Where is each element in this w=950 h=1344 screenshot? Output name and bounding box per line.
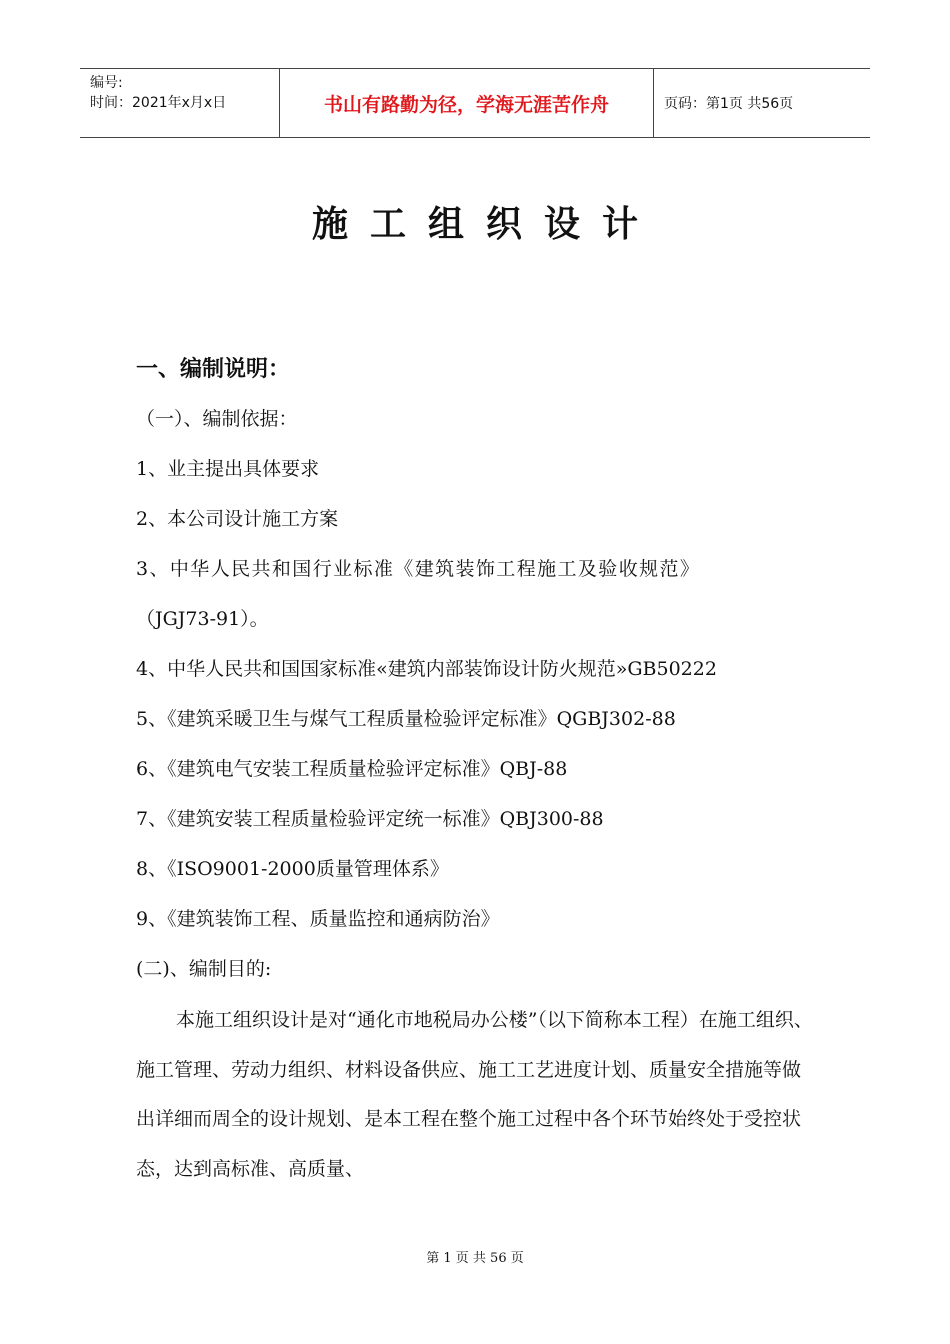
list-item: 9、《建筑装饰工程、质量监控和通病防治》: [136, 908, 500, 930]
list-item: （JGJ73-91）。: [136, 608, 269, 630]
section-heading: 一、编制说明：: [136, 357, 291, 382]
body-paragraph: 本施工组织设计是对“通化市地税局办公楼”（以下简称本工程）在施工组织、施工管理、劳动力组织、材料设备供应、施工工艺进度计划、质量安全措施等做出详细而周全的设计规划、是本工程在整个施工过程中各个环节始终处于受控状态，达到高标准、高质量、: [136, 1009, 813, 1180]
subsection-heading: （一）、编制依据：: [136, 408, 298, 430]
document-title: 施工组织设计: [311, 203, 660, 245]
header-meta: [80, 69, 280, 137]
list-item: 1、业主提出具体要求: [136, 458, 320, 480]
list-item: 4、中华人民共和国国家标准«建筑内部装饰设计防火规范»GB50222: [136, 658, 717, 680]
list-item: 7、《建筑安装工程质量检验评定统一标准》QBJ300-88: [136, 808, 604, 830]
time-label: 时间：2021年x月x日: [90, 95, 227, 111]
number-label: 编号:: [90, 75, 123, 91]
list-item: 3、中华人民共和国行业标准《建筑装饰工程施工及验收规范》: [136, 558, 701, 580]
list-item: 2、本公司设计施工方案: [136, 508, 339, 530]
page-footer: 第 1 页 共 56 页: [426, 1251, 524, 1266]
page-header: [80, 68, 870, 138]
list-item: 8、《ISO9001-2000质量管理体系》: [136, 858, 449, 880]
header-page-info: 页码：第1页 共56页: [664, 96, 794, 112]
subsection-heading: (二)、编制目的:: [136, 958, 272, 980]
header-motto: 书山有路勤为径，学海无涯苦作舟: [280, 69, 654, 137]
list-item: 5、《建筑采暖卫生与煤气工程质量检验评定标准》QGBJ302-88: [136, 708, 676, 730]
list-item: 6、《建筑电气安装工程质量检验评定标准》QBJ-88: [136, 758, 568, 780]
